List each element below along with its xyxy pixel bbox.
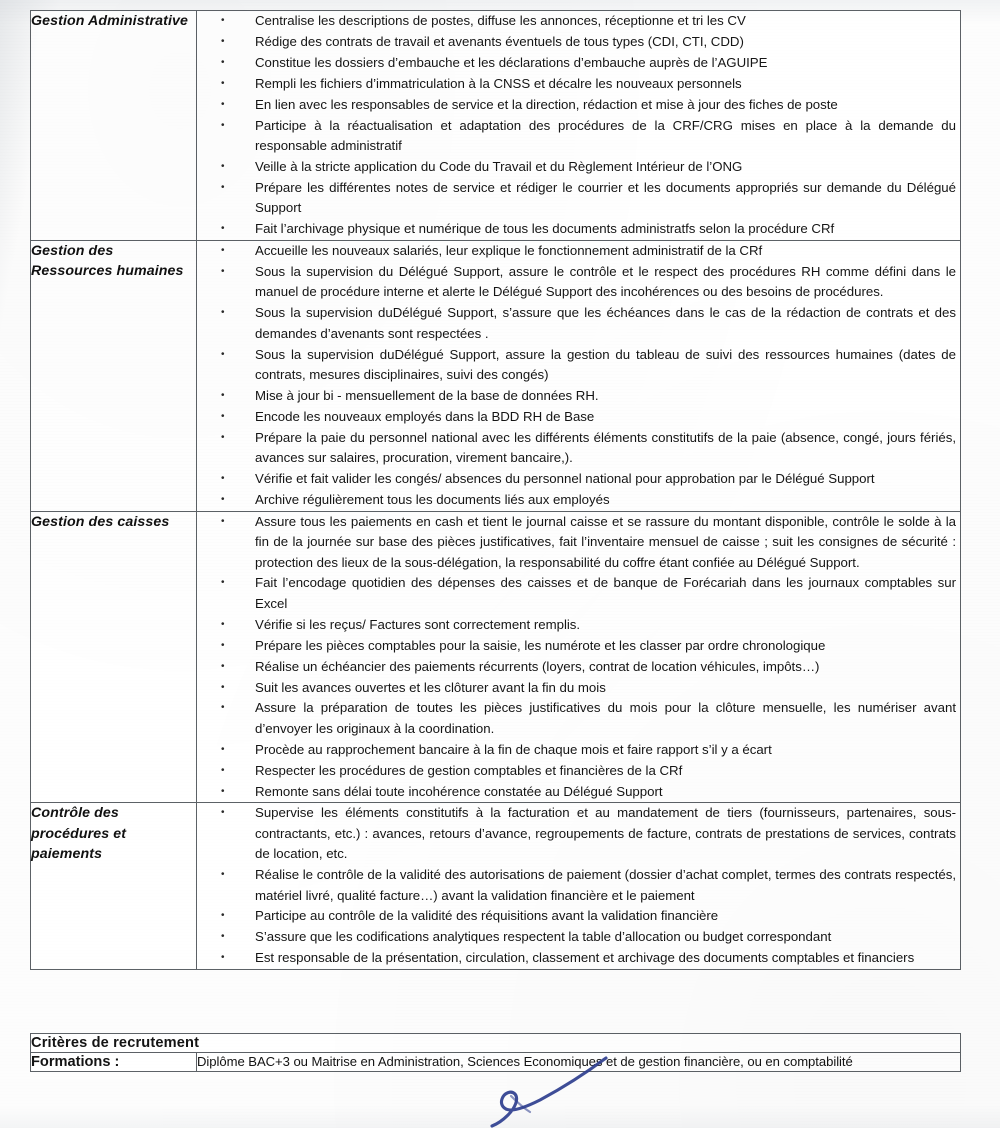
row-label-gestion-administrative: Gestion Administrative [31, 11, 197, 241]
list-item: • Encode les nouveaux employés dans la BDD RH de Base [197, 407, 960, 427]
row-body-gestion-ressources-humaines [197, 240, 961, 511]
list-item: • Accueille les nouveaux salariés, leur explique le fonctionnement administratif de la CRf [197, 241, 960, 261]
row-label-gestion-des-caisses: Gestion des caisses [31, 511, 197, 803]
list-item: • Procède au rapprochement bancaire à la fin de chaque mois et faire rapport s’il y a écart [197, 740, 960, 760]
duties-list [197, 241, 960, 510]
list-item: • Réalise un échéancier des paiements récurrents (loyers, contrat de location véhicules, impôts…) [197, 657, 960, 677]
list-item: • Prépare la paie du personnel national avec les différents éléments constitutifs de la paie (absence, congé, jours fériés, avances sur salaires, procuration, virement bancaire,). [197, 428, 960, 469]
list-item: • Réalise le contrôle de la validité des autorisations de paiement (dossier d’achat complet, termes des contrats respectés, matériel livré, qualité facture…) avant la validation financière et le paiement [197, 865, 960, 906]
list-item: • Vérifie si les reçus/ Factures sont correctement remplis. [197, 615, 960, 635]
duties-table-body [31, 11, 961, 970]
list-item: • Rempli les fichiers d’immatriculation à la CNSS et décalre les nouveaux personnels [197, 74, 960, 94]
list-item: • Assure tous les paiements en cash et tient le journal caisse et se rassure du montant disponible, contrôle le solde à la fin de la journée sur base des pièces justificatives, fait l’inventaire mensuel de caisse ; suit les consignes de sécurité : protection des lieux de la sous-délégation, la responsabilité du coffre étant confiée au Délégué Support. [197, 512, 960, 573]
criteria-table-body [31, 1034, 961, 1072]
list-item: • Prépare les pièces comptables pour la saisie, les numérote et les classer par ordre chronologique [197, 636, 960, 656]
duties-table [30, 10, 961, 970]
list-item: • Archive régulièrement tous les documents liés aux employés [197, 490, 960, 510]
criteria-row-label-formations: Formations : [31, 1053, 197, 1072]
table-row [31, 11, 961, 241]
table-row [31, 1034, 961, 1053]
list-item: • Rédige des contrats de travail et avenants éventuels de tous types (CDI, CTI, CDD) [197, 32, 960, 52]
duties-list [197, 512, 960, 802]
list-item: • Constitue les dossiers d’embauche et les déclarations d’embauche auprès de l’AGUIPE [197, 53, 960, 73]
list-item: • Veille à la stricte application du Code du Travail et du Règlement Intérieur de l’ONG [197, 157, 960, 177]
list-item: • Est responsable de la présentation, circulation, classement et archivage des documents comptables et financiers [197, 948, 960, 968]
list-item: • Vérifie et fait valider les congés/ absences du personnel national pour approbation par le Délégué Support [197, 469, 960, 489]
row-body-controle-des-procedures-et-paiements [197, 803, 961, 970]
list-item: • Fait l’encodage quotidien des dépenses des caisses et de banque de Forécariah dans les journaux comptables sur Excel [197, 573, 960, 614]
criteria-heading: Critères de recrutement [31, 1034, 961, 1053]
table-row [31, 511, 961, 803]
list-item: • Supervise les éléments constitutifs à la facturation et au mandatement de tiers (fournisseurs, partenaires, sous-contractants, etc.) : avances, retours d’avance, regroupements de facture, contrats de prestations de services, contrats de location, etc. [197, 803, 960, 864]
list-item: • Participe à la réactualisation et adaptation des procédures de la CRF/CRG mises en place à la demande du responsable administratif [197, 116, 960, 157]
criteria-table [30, 1033, 961, 1072]
list-item: • Sous la supervision duDélégué Support, s’assure que les échéances dans le cas de la rédaction de contrats et des demandes d’avenants sont respectées . [197, 303, 960, 344]
list-item: • Sous la supervision duDélégué Support, assure la gestion du tableau de suivi des ressources humaines (dates de contrats, mesures disciplinaires, suivi des congés) [197, 345, 960, 386]
list-item: • Prépare les différentes notes de service et rédiger le courrier et les documents appropriés sur demande du Délégué Support [197, 178, 960, 219]
list-item: • Sous la supervision du Délégué Support, assure le contrôle et le respect des procédures RH comme défini dans le manuel de procédure interne et alerte le Délégué Support des incohérences ou des besoins de procédures. [197, 262, 960, 303]
row-body-gestion-administrative [197, 11, 961, 241]
list-item: • Centralise les descriptions de postes, diffuse les annonces, réceptionne et tri les CV [197, 11, 960, 31]
table-row [31, 803, 961, 970]
list-item: • Mise à jour bi - mensuellement de la base de données RH. [197, 386, 960, 406]
duties-list [197, 11, 960, 239]
list-item: • Fait l’archivage physique et numérique de tous les documents administratfs selon la procédure CRf [197, 219, 960, 239]
criteria-row-value-formations: Diplôme BAC+3 ou Maitrise en Administration, Sciences Economiques et de gestion financière, ou en comptabilité [197, 1053, 961, 1072]
list-item: • En lien avec les responsables de service et la direction, rédaction et mise à jour des fiches de poste [197, 95, 960, 115]
row-label-controle-des-procedures-et-paiements: Contrôle des procédures et paiements [31, 803, 197, 970]
list-item: • Assure la préparation de toutes les pièces justificatives du mois pour la clôture mensuelle, les numériser avant d’envoyer les originaux à la coordination. [197, 698, 960, 739]
list-item: • Participe au contrôle de la validité des réquisitions avant la validation financière [197, 906, 960, 926]
list-item: • Remonte sans délai toute incohérence constatée au Délégué Support [197, 782, 960, 802]
list-item: • Suit les avances ouvertes et les clôturer avant la fin du mois [197, 678, 960, 698]
row-label-gestion-ressources-humaines: Gestion des Ressources humaines [31, 240, 197, 511]
duties-list [197, 803, 960, 968]
list-item: • Respecter les procédures de gestion comptables et financières de la CRf [197, 761, 960, 781]
list-item: • S’assure que les codifications analytiques respectent la table d’allocation ou budget correspondant [197, 927, 960, 947]
table-row [31, 240, 961, 511]
table-row [31, 1053, 961, 1072]
row-body-gestion-des-caisses [197, 511, 961, 803]
